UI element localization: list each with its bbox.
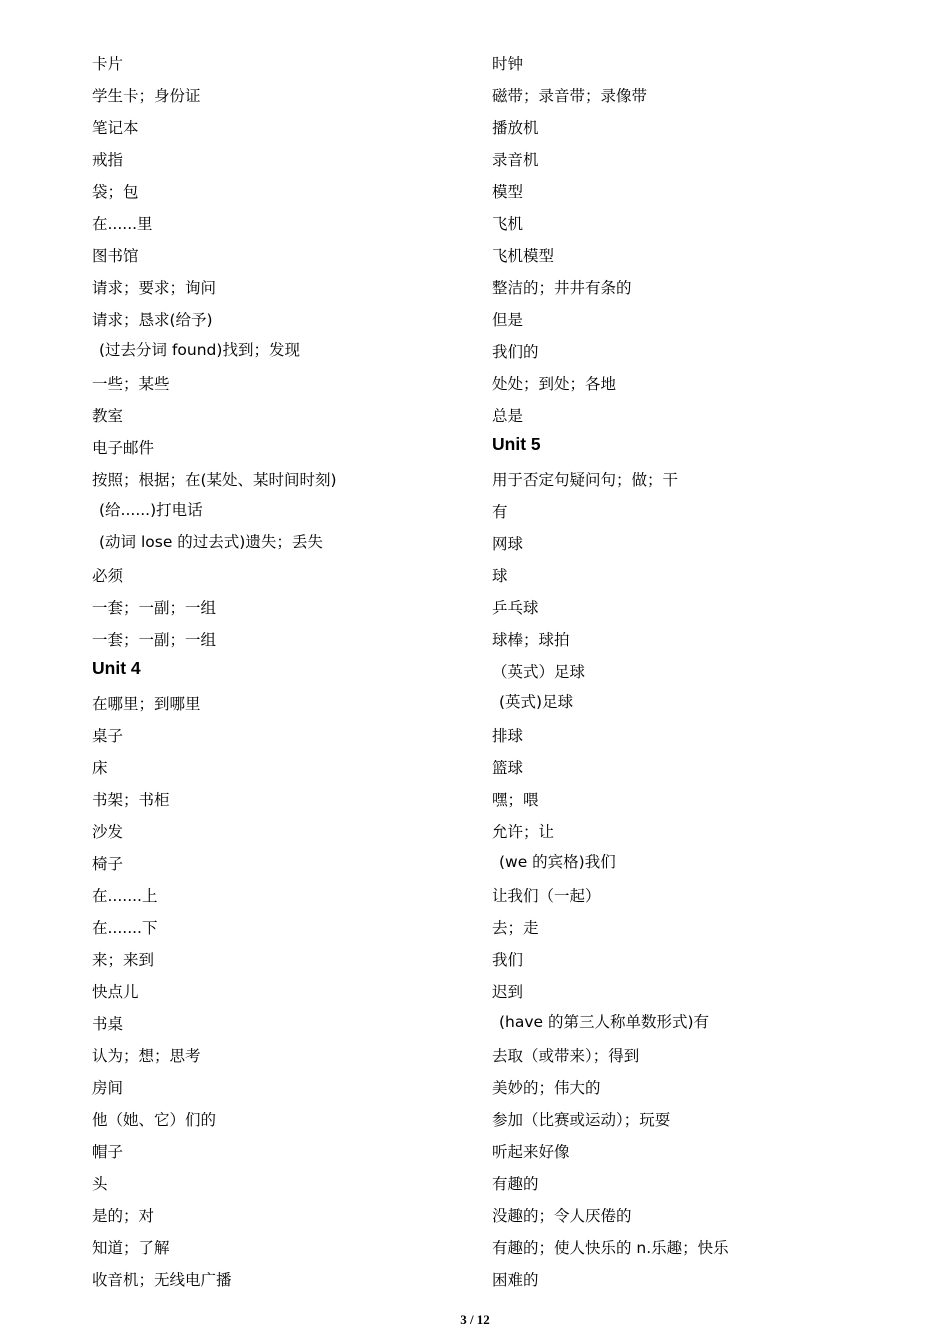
vocab-line: 模型 [492, 183, 524, 201]
vocab-line: 帽子 [92, 1143, 124, 1161]
vocab-line: 篮球 [492, 759, 524, 777]
vocab-line: 乒乓球 [492, 599, 539, 617]
vocab-line: 时钟 [492, 55, 524, 73]
vocab-line: 是的；对 [92, 1207, 155, 1225]
vocab-line: 沙发 [92, 823, 124, 841]
vocab-line: 房间 [92, 1079, 124, 1097]
vocab-line: 有趣的 [492, 1175, 539, 1193]
vocab-line: 参加（比赛或运动）；玩耍 [492, 1111, 671, 1129]
vocab-line: 磁带；录音带；录像带 [492, 87, 648, 105]
vocab-line: (动词 lose 的过去式)遗失；丢失 [99, 533, 323, 551]
vocab-line: 去；走 [492, 919, 539, 937]
vocab-line: 嘿；喂 [492, 791, 539, 809]
vocab-line: 我们 [492, 951, 524, 969]
vocab-line: 网球 [492, 535, 524, 553]
vocab-line: 椅子 [92, 855, 124, 873]
vocab-line: 教室 [92, 407, 124, 425]
vocab-line: 整洁的；井井有条的 [492, 279, 632, 297]
vocab-line: 认为；想；思考 [92, 1047, 201, 1065]
vocab-line: 球 [492, 567, 508, 585]
vocab-line: 笔记本 [92, 119, 139, 137]
vocab-line: 去取（或带来）；得到 [492, 1047, 640, 1065]
vocab-line: 允许；让 [492, 823, 555, 841]
page-number: 3 / 12 [460, 1312, 490, 1327]
vocab-line: 飞机模型 [492, 247, 555, 265]
vocab-line: 用于否定句疑问句；做；干 [492, 471, 679, 489]
vocab-line: 卡片 [92, 55, 124, 73]
vocab-line: 美妙的；伟大的 [492, 1079, 601, 1097]
vocab-line: 学生卡；身份证 [92, 87, 201, 105]
vocab-line: 处处；到处；各地 [492, 375, 617, 393]
vocab-line: 困难的 [492, 1271, 539, 1289]
vocab-line: 戒指 [92, 151, 124, 169]
unit-heading: Unit 4 [92, 658, 141, 678]
vocab-line: 没趣的；令人厌倦的 [492, 1207, 632, 1225]
vocab-line: 听起来好像 [492, 1143, 570, 1161]
vocab-line: 一些；某些 [92, 375, 170, 393]
vocab-line: 排球 [492, 727, 524, 745]
vocab-line: (we 的宾格)我们 [499, 853, 616, 871]
vocab-line: 有趣的；使人快乐的 n.乐趣；快乐 [492, 1239, 729, 1257]
vocab-line: 录音机 [492, 151, 539, 169]
vocab-line: 电子邮件 [92, 439, 155, 457]
unit-heading: Unit 5 [492, 434, 541, 454]
vocab-line: 在.......上 [92, 887, 158, 905]
vocab-line: （英式）足球 [492, 663, 586, 681]
vocab-line: 请求；要求；询问 [92, 279, 217, 297]
vocab-line: 图书馆 [92, 247, 139, 265]
vocab-line: 一套；一副；一组 [92, 599, 217, 617]
vocab-line: (英式)足球 [499, 693, 574, 711]
vocab-line: 书桌 [92, 1015, 124, 1033]
vocab-line: (给......)打电话 [99, 501, 203, 519]
vocab-line: 书架；书柜 [92, 791, 170, 809]
vocab-line: (have 的第三人称单数形式)有 [499, 1013, 710, 1031]
vocab-line: 按照；根据；在(某处、某时间时刻) [92, 471, 337, 489]
vocab-line: 收音机；无线电广播 [92, 1271, 232, 1289]
vocab-line: 请求；恳求(给予) [92, 311, 213, 329]
vocab-line: 必须 [92, 567, 124, 585]
vocab-line: 让我们（一起） [492, 887, 601, 905]
vocab-line: 知道；了解 [92, 1239, 170, 1257]
vocab-line: 快点儿 [92, 983, 139, 1001]
vocab-line: 飞机 [492, 215, 524, 233]
vocab-line: 袋；包 [92, 183, 139, 201]
vocab-line: 我们的 [492, 343, 539, 361]
vocab-line: (过去分词 found)找到；发现 [99, 341, 300, 359]
vocab-line: 有 [492, 503, 508, 521]
vocab-line: 迟到 [492, 983, 524, 1001]
vocab-line: 在.......下 [92, 919, 158, 937]
vocab-line: 床 [92, 759, 108, 777]
vocab-line: 球棒；球拍 [492, 631, 570, 649]
vocab-line: 头 [92, 1175, 108, 1193]
vocab-line: 在......里 [92, 215, 153, 233]
vocab-line: 播放机 [492, 119, 539, 137]
vocab-line: 来；来到 [92, 951, 155, 969]
vocab-line: 一套；一副；一组 [92, 631, 217, 649]
vocab-line: 他（她、它）们的 [92, 1111, 217, 1129]
vocab-line: 桌子 [92, 727, 124, 745]
vocab-line: 总是 [492, 407, 524, 425]
vocab-line: 但是 [492, 311, 524, 329]
vocab-line: 在哪里；到哪里 [92, 695, 201, 713]
